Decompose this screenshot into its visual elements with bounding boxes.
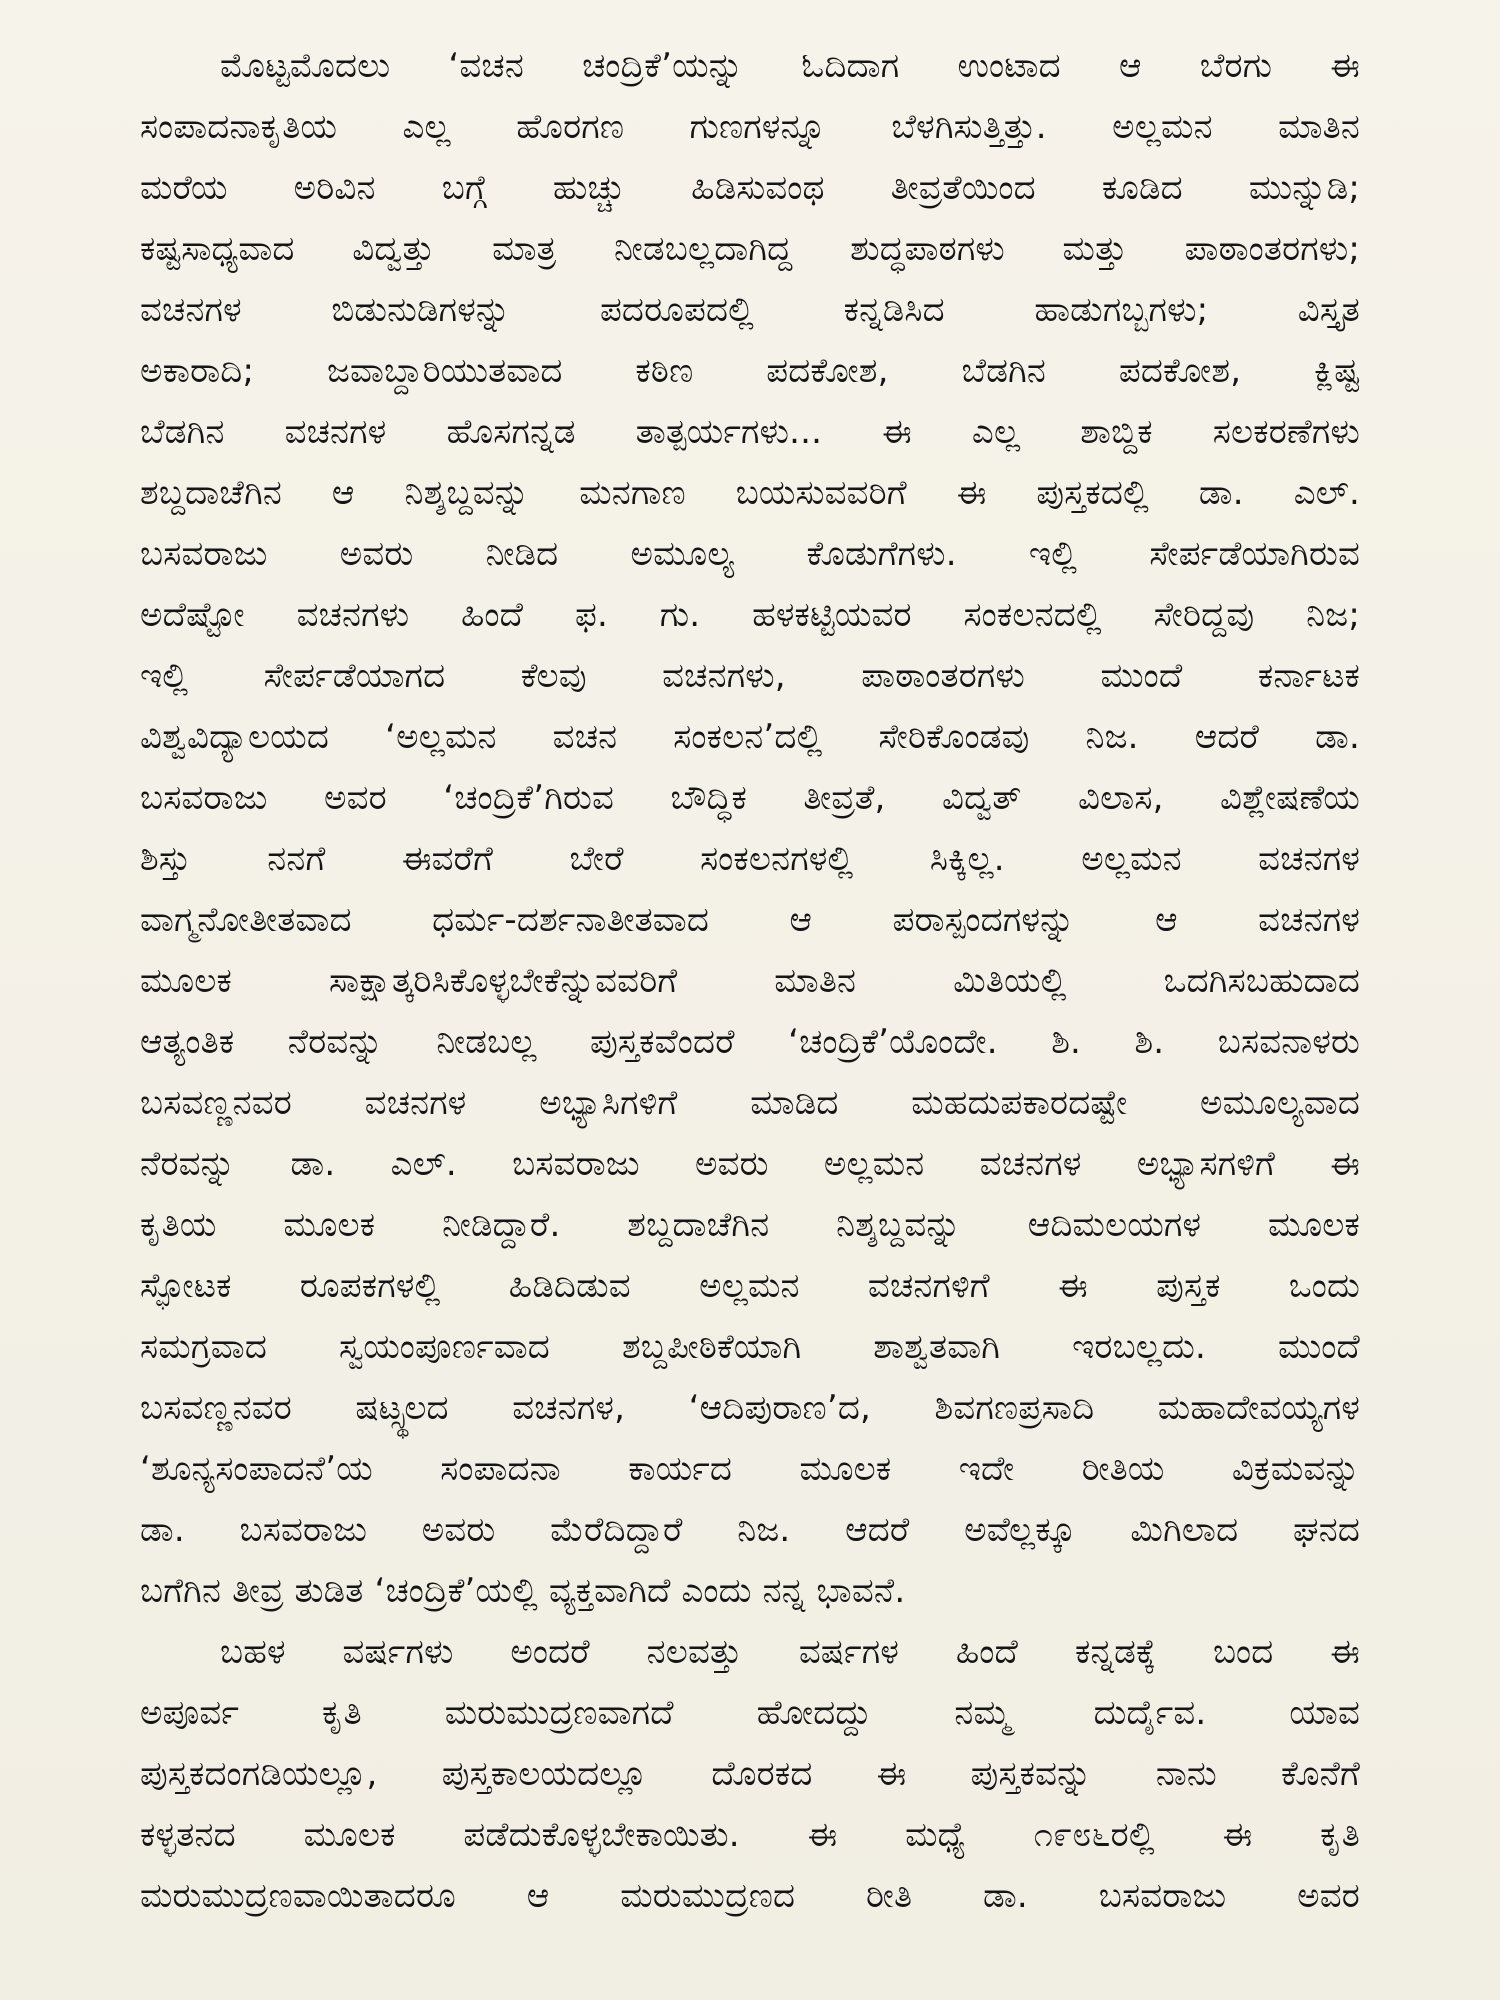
text-line: ನೆರವನ್ನು ಡಾ. ಎಲ್. ಬಸವರಾಜು ಅವರು ಅಲ್ಲಮನ ವಚನಗಳ ಅಭ್ಯಾಸಗಳಿಗೆ ಈ	[140, 1144, 1360, 1184]
paragraph-1	[140, 36, 1360, 1622]
text-line: ಕೃತಿಯ ಮೂಲಕ ನೀಡಿದ್ದಾರೆ. ಶಬ್ದದಾಚೆಗಿನ ನಿಶ್ಶಬ್ದವನ್ನು ಆದಿಮಲಯಗಳ ಮೂಲಕ	[140, 1205, 1360, 1245]
body-text	[140, 36, 1360, 1927]
text-line: ಶಬ್ದದಾಚೆಗಿನ ಆ ನಿಶ್ಶಬ್ದವನ್ನು ಮನಗಾಣ ಬಯಸುವವರಿಗೆ ಈ ಪುಸ್ತಕದಲ್ಲಿ ಡಾ. ಎಲ್.	[140, 473, 1360, 513]
text-line: ವಚನಗಳ ಬಿಡುನುಡಿಗಳನ್ನು ಪದರೂಪದಲ್ಲಿ ಕನ್ನಡಿಸಿದ ಹಾಡುಗಬ್ಬಗಳು; ವಿಸ್ತೃತ	[140, 290, 1360, 330]
text-line: ಕಷ್ಟಸಾಧ್ಯವಾದ ವಿದ್ವತ್ತು ಮಾತ್ರ ನೀಡಬಲ್ಲದಾಗಿದ್ದ ಶುದ್ಧಪಾಠಗಳು ಮತ್ತು ಪಾಠಾಂತರಗಳು;	[140, 229, 1360, 269]
text-line: ಬಸವರಾಜು ಅವರು ನೀಡಿದ ಅಮೂಲ್ಯ ಕೊಡುಗೆಗಳು. ಇಲ್ಲಿ ಸೇರ್ಪಡೆಯಾಗಿರುವ	[140, 534, 1360, 574]
text-line: ವಾಗ್ಮನೋತೀತವಾದ ಧರ್ಮ-ದರ್ಶನಾತೀತವಾದ ಆ ಪರಾಸ್ಪಂದಗಳನ್ನು ಆ ವಚನಗಳ	[140, 900, 1360, 940]
text-line: ವಿಶ್ವವಿದ್ಯಾಲಯದ ‘ಅಲ್ಲಮನ ವಚನ ಸಂಕಲನ’ದಲ್ಲಿ ಸೇರಿಕೊಂಡವು ನಿಜ. ಆದರೆ ಡಾ.	[140, 717, 1360, 757]
text-line: ಬಸವಣ್ಣನವರ ವಚನಗಳ ಅಭ್ಯಾಸಿಗಳಿಗೆ ಮಾಡಿದ ಮಹದುಪಕಾರದಷ್ಟೇ ಅಮೂಲ್ಯವಾದ	[140, 1083, 1360, 1123]
text-line: ಬಹಳ ವರ್ಷಗಳು ಅಂದರೆ ನಲವತ್ತು ವರ್ಷಗಳ ಹಿಂದೆ ಕನ್ನಡಕ್ಕೆ ಬಂದ ಈ	[220, 1632, 1360, 1672]
text-line: ಬೆಡಗಿನ ವಚನಗಳ ಹೊಸಗನ್ನಡ ತಾತ್ಪರ್ಯಗಳು... ಈ ಎಲ್ಲ ಶಾಬ್ದಿಕ ಸಲಕರಣೆಗಳು	[140, 412, 1360, 452]
text-line: ಸಂಪಾದನಾಕೃತಿಯ ಎಲ್ಲ ಹೊರಗಣ ಗುಣಗಳನ್ನೂ ಬೆಳಗಿಸುತ್ತಿತ್ತು. ಅಲ್ಲಮನ ಮಾತಿನ	[140, 107, 1360, 147]
text-line: ಶಿಸ್ತು ನನಗೆ ಈವರೆಗೆ ಬೇರೆ ಸಂಕಲನಗಳಲ್ಲಿ ಸಿಕ್ಕಿಲ್ಲ. ಅಲ್ಲಮನ ವಚನಗಳ	[140, 839, 1360, 879]
text-line: ಬಸವರಾಜು ಅವರ ‘ಚಂದ್ರಿಕೆ’ಗಿರುವ ಬೌದ್ಧಿಕ ತೀವ್ರತೆ, ವಿದ್ವತ್ ವಿಲಾಸ, ವಿಶ್ಲೇಷಣೆಯ	[140, 778, 1360, 818]
text-line: ಕಳ್ಳತನದ ಮೂಲಕ ಪಡೆದುಕೊಳ್ಳಬೇಕಾಯಿತು. ಈ ಮಧ್ಯೆ ೧೯೮೬ರಲ್ಲಿ ಈ ಕೃತಿ	[140, 1815, 1360, 1855]
text-line: ಅಪೂರ್ವ ಕೃತಿ ಮರುಮುದ್ರಣವಾಗದೆ ಹೋದದ್ದು ನಮ್ಮ ದುರ್ದೈವ. ಯಾವ	[140, 1693, 1360, 1733]
text-line: ಅದೆಷ್ಟೋ ವಚನಗಳು ಹಿಂದೆ ಫ. ಗು. ಹಳಕಟ್ಟಿಯವರ ಸಂಕಲನದಲ್ಲಿ ಸೇರಿದ್ದವು ನಿಜ;	[140, 595, 1360, 635]
text-line: ಆತ್ಯಂತಿಕ ನೆರವನ್ನು ನೀಡಬಲ್ಲ ಪುಸ್ತಕವೆಂದರೆ ‘ಚಂದ್ರಿಕೆ’ಯೊಂದೇ. ಶಿ. ಶಿ. ಬಸವನಾಳರು	[140, 1022, 1360, 1062]
text-line: ಬಗೆಗಿನ ತೀವ್ರ ತುಡಿತ ‘ಚಂದ್ರಿಕೆ’ಯಲ್ಲಿ ವ್ಯಕ್ತವಾಗಿದೆ ಎಂದು ನನ್ನ ಭಾವನೆ.	[140, 1571, 906, 1611]
text-line: ಮೂಲಕ ಸಾಕ್ಷಾತ್ಕರಿಸಿಕೊಳ್ಳಬೇಕೆನ್ನುವವರಿಗೆ ಮಾತಿನ ಮಿತಿಯಲ್ಲಿ ಒದಗಿಸಬಹುದಾದ	[140, 961, 1360, 1001]
text-line: ಬಸವಣ್ಣನವರ ಷಟ್ಸ್ಥಲದ ವಚನಗಳ, ‘ಆದಿಪುರಾಣ’ದ, ಶಿವಗಣಪ್ರಸಾದಿ ಮಹಾದೇವಯ್ಯಗಳ	[140, 1388, 1360, 1428]
paragraph-2	[140, 1622, 1360, 1927]
text-line: ಸಮಗ್ರವಾದ ಸ್ವಯಂಪೂರ್ಣವಾದ ಶಬ್ದಪೀಠಿಕೆಯಾಗಿ ಶಾಶ್ವತವಾಗಿ ಇರಬಲ್ಲದು. ಮುಂದೆ	[140, 1327, 1360, 1367]
text-line: ಮರೆಯ ಅರಿವಿನ ಬಗ್ಗೆ ಹುಚ್ಚು ಹಿಡಿಸುವಂಥ ತೀವ್ರತೆಯಿಂದ ಕೂಡಿದ ಮುನ್ನುಡಿ;	[140, 168, 1360, 208]
text-line: ಪುಸ್ತಕದಂಗಡಿಯಲ್ಲೂ, ಪುಸ್ತಕಾಲಯದಲ್ಲೂ ದೊರಕದ ಈ ಪುಸ್ತಕವನ್ನು ನಾನು ಕೊನೆಗೆ	[140, 1754, 1360, 1794]
text-line: ‘ಶೂನ್ಯಸಂಪಾದನೆ’ಯ ಸಂಪಾದನಾ ಕಾರ್ಯದ ಮೂಲಕ ಇದೇ ರೀತಿಯ ವಿಕ್ರಮವನ್ನು	[140, 1449, 1360, 1489]
text-line: ಮೊಟ್ಟಮೊದಲು ‘ವಚನ ಚಂದ್ರಿಕೆ’ಯನ್ನು ಓದಿದಾಗ ಉಂಟಾದ ಆ ಬೆರಗು ಈ	[220, 46, 1360, 86]
text-line: ಡಾ. ಬಸವರಾಜು ಅವರು ಮೆರೆದಿದ್ದಾರೆ ನಿಜ. ಆದರೆ ಅವೆಲ್ಲಕ್ಕೂ ಮಿಗಿಲಾದ ಘನದ	[140, 1510, 1360, 1550]
text-line: ಮರುಮುದ್ರಣವಾಯಿತಾದರೂ ಆ ಮರುಮುದ್ರಣದ ರೀತಿ ಡಾ. ಬಸವರಾಜು ಅವರ	[140, 1876, 1360, 1916]
text-line: ಇಲ್ಲಿ ಸೇರ್ಪಡೆಯಾಗದ ಕೆಲವು ವಚನಗಳು, ಪಾಠಾಂತರಗಳು ಮುಂದೆ ಕರ್ನಾಟಕ	[140, 656, 1360, 696]
text-line: ಸ್ಫೋಟಕ ರೂಪಕಗಳಲ್ಲಿ ಹಿಡಿದಿಡುವ ಅಲ್ಲಮನ ವಚನಗಳಿಗೆ ಈ ಪುಸ್ತಕ ಒಂದು	[140, 1266, 1360, 1306]
text-line: ಅಕಾರಾದಿ; ಜವಾಬ್ದಾರಿಯುತವಾದ ಕಠಿಣ ಪದಕೋಶ, ಬೆಡಗಿನ ಪದಕೋಶ, ಕ್ಲಿಷ್ಟ	[140, 351, 1360, 391]
